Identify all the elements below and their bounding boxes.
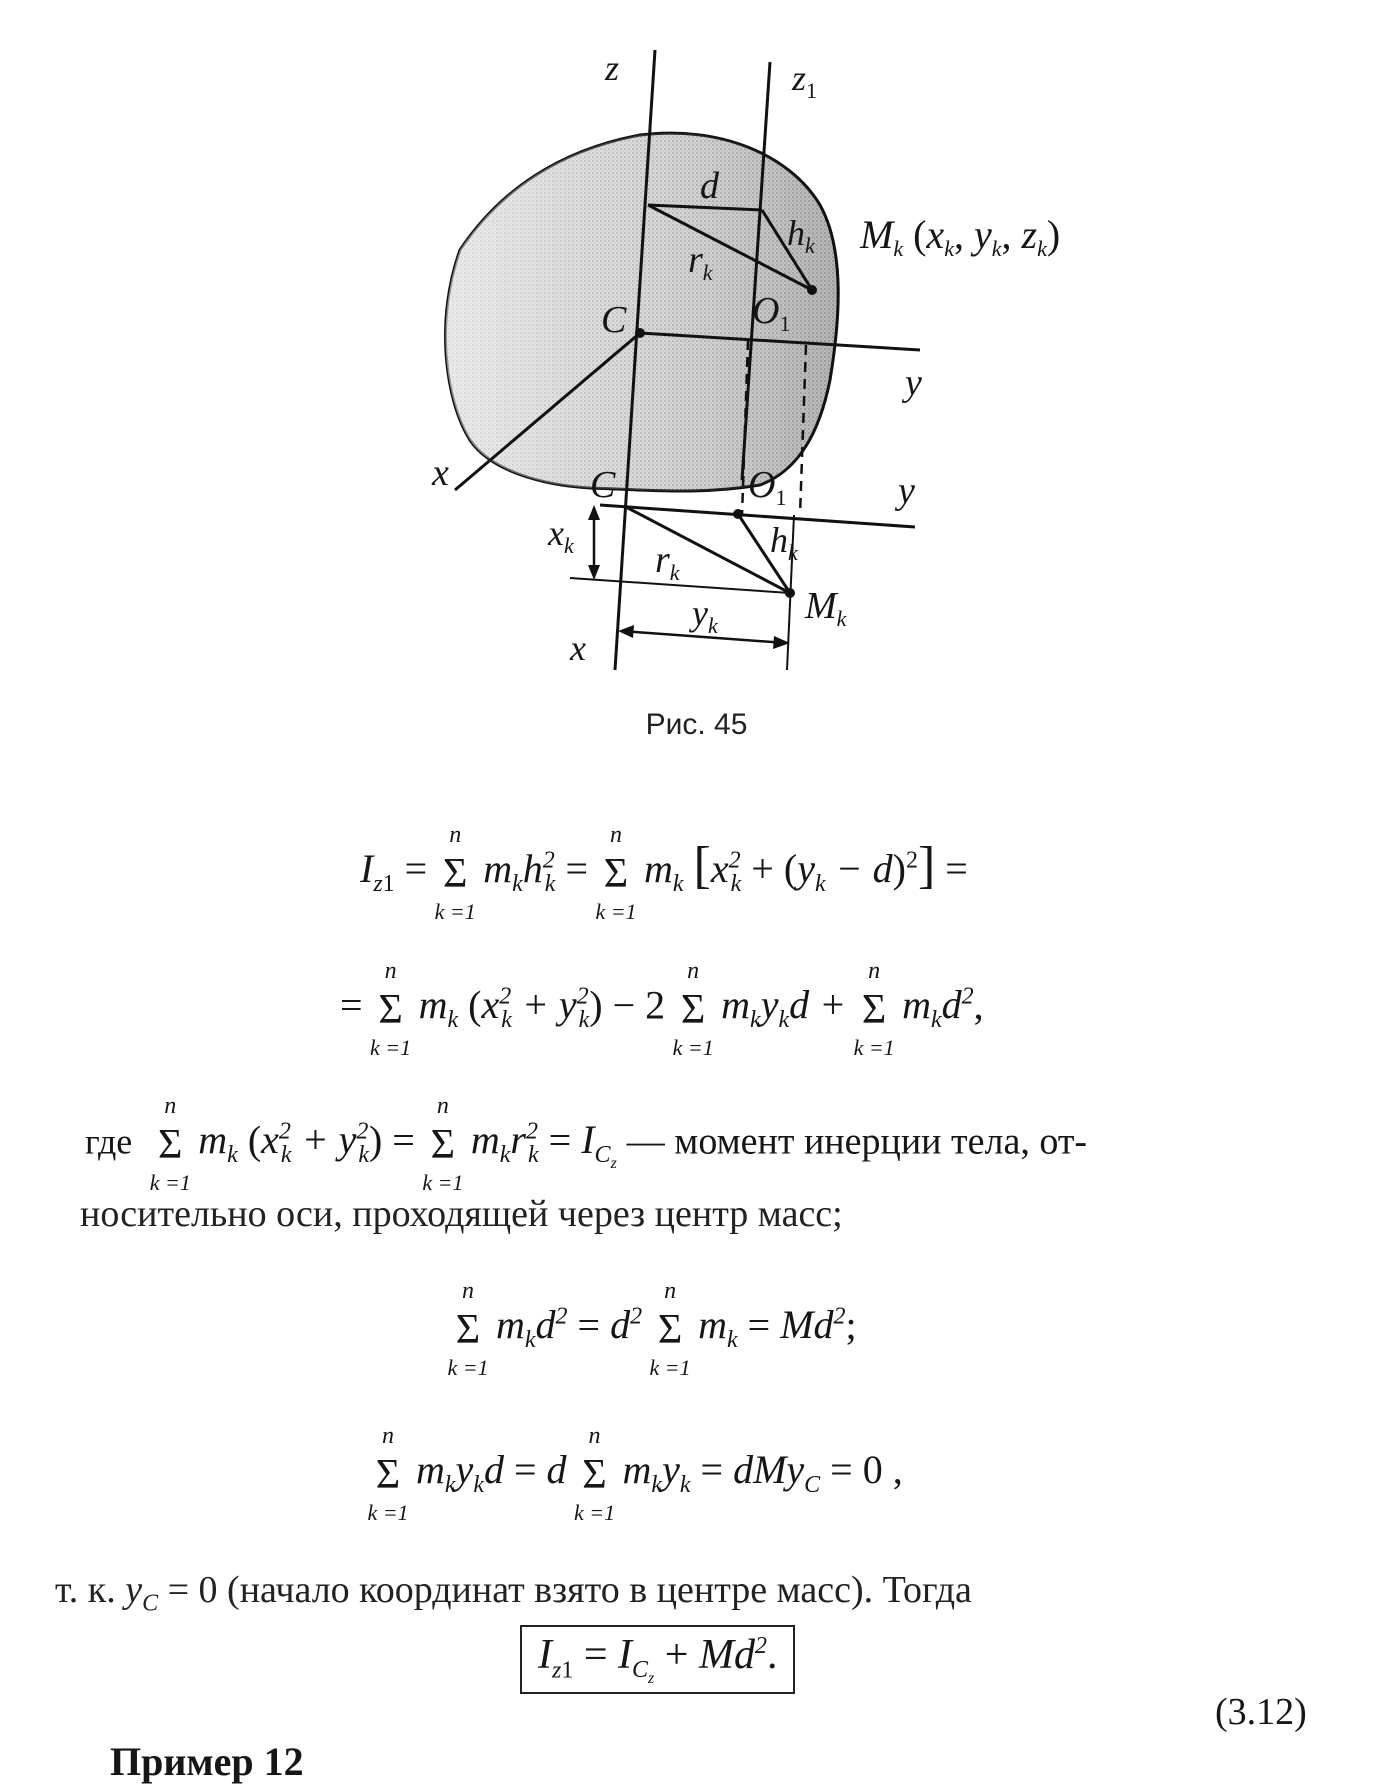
label-rk-upper: $r_k$ bbox=[688, 239, 713, 285]
label-x-lower: x bbox=[570, 628, 586, 668]
label-d: d bbox=[700, 165, 719, 207]
radius-rk-lower bbox=[626, 507, 790, 593]
equation-line-5: n Σ k =1 $m_kd^2 = d^2$ n Σ k =1 $m_k = Md^2$; bbox=[447, 1278, 857, 1381]
axis-y-lower bbox=[600, 505, 915, 527]
label-O1-lower: $O_1$ bbox=[748, 464, 787, 510]
label-C-upper: C bbox=[601, 299, 627, 341]
text-line-4: носительно оси, проходящей через центр масс; bbox=[80, 1193, 843, 1235]
label-z: z bbox=[605, 48, 620, 88]
equation-line-2: = n Σ k =1 $m_k$ $(x^2_k + y^2_k) - 2$ n Σ k =1 $m_ky_kd$ + n Σ k =1 $m_kd^2$, bbox=[340, 958, 984, 1061]
label-yk-lower: $y_k$ bbox=[692, 593, 718, 638]
section-heading-example: Пример 12 bbox=[110, 1739, 304, 1784]
equation-number: (3.12) bbox=[1215, 1691, 1307, 1733]
label-z1: $z_1$ bbox=[792, 58, 818, 103]
text-line-7: т. к. $y_C = 0$ (начало координат взято в центре масс). Тогда bbox=[55, 1569, 972, 1617]
point-C-upper bbox=[635, 328, 645, 338]
label-xk-lower: $x_k$ bbox=[548, 513, 574, 558]
boxed-formula: $I_{z1} = I_{C_z} + Md^2$. bbox=[520, 1625, 795, 1694]
label-hk-lower: $h_k$ bbox=[770, 520, 798, 565]
equation-line-6: n Σ k =1 $m_ky_kd = d$ n Σ k =1 $m_ky_k = dMy_C = 0$ , bbox=[367, 1422, 903, 1525]
label-x-upper: x bbox=[432, 452, 449, 494]
x-level-line bbox=[570, 578, 790, 593]
equation-line-3: где n Σ k =1 $m_k$ $(x^2_k + y^2_k)$ = n Σ k =1 $m_kr^2_k = I_{C_z}$ — момент инерции тела, от- bbox=[85, 1093, 1088, 1196]
point-O1-lower bbox=[733, 509, 743, 519]
equation-line-1: $I_{z1}$ = n Σ k =1 $m_kh^2_k$ = n Σ k =1 $m_k$ $[x^2_k + (y_k - d)^2]$ = bbox=[360, 821, 968, 924]
label-hk-upper: $h_k$ bbox=[787, 213, 815, 258]
point-Mk-upper bbox=[807, 285, 817, 295]
label-Mk-coordinates: $M_k$ ($x_k$, $y_k$, $z_k$) bbox=[860, 212, 1061, 261]
figure-45 bbox=[0, 0, 1393, 760]
figure-caption: Рис. 45 bbox=[645, 708, 748, 741]
label-C-lower: C bbox=[590, 464, 616, 506]
label-O1-upper: $O_1$ bbox=[752, 290, 791, 336]
label-y-upper: y bbox=[905, 362, 922, 404]
label-rk-lower: $r_k$ bbox=[655, 539, 680, 585]
label-Mk-lower: $M_k$ bbox=[805, 585, 847, 631]
label-y-lower: y bbox=[898, 470, 915, 512]
